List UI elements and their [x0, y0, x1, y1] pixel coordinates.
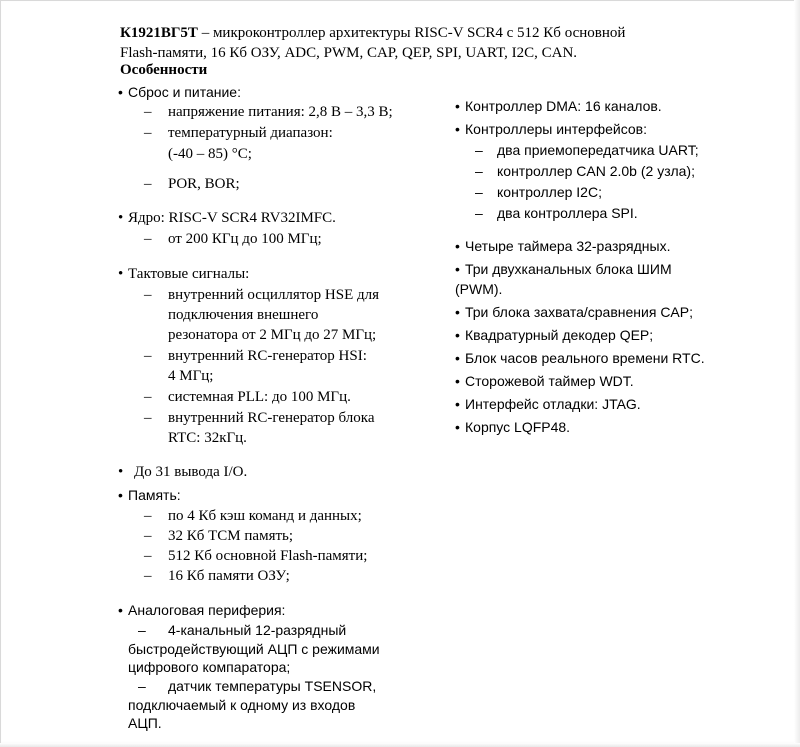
reset-item-por: – POR, BOR; [118, 174, 418, 194]
core-item-freq: – от 200 КГц до 100 МГц; [118, 229, 418, 249]
reset-item-temp: – температурный диапазон: [118, 123, 418, 143]
iface-title: • Контроллеры интерфейсов: [455, 119, 755, 139]
page-shadow-bottom [0, 743, 800, 747]
dma-controller: • Контроллер DMA: 16 каналов. [455, 96, 755, 116]
analog-adc-2: быстродействующий АЦП с режимами [128, 641, 380, 657]
memory-item-cache: – по 4 Кб кэш команд и данных; [118, 506, 418, 526]
header-line1: – микроконтроллер архитектуры RISC-V SCR4 с 512 Кб основной [197, 25, 626, 41]
clock-item-hsi-2: 4 МГц; [168, 368, 214, 384]
document-header [120, 23, 680, 63]
memory-item-flash: – 512 Кб основной Flash-памяти; [118, 546, 418, 566]
analog-adc-1: – 4-канальный 12-разрядный [118, 620, 418, 640]
analog-adc-3: цифрового компаратора; [128, 659, 291, 675]
page-shadow-right [794, 0, 800, 747]
clock-item-rtc-2: RTC: 32кГц. [168, 430, 247, 446]
iface-item-uart: – два приемопередатчика UART; [455, 140, 755, 160]
reset-item-temp-range: (-40 – 85) °С; [168, 146, 252, 162]
reset-power-title: • Сброс и питание: [118, 82, 418, 102]
debug-interface: • Интерфейс отладки: JTAG. [455, 394, 755, 414]
rtc-block: • Блок часов реального времени RTC. [455, 348, 755, 368]
chip-name: К1921ВГ5Т [120, 25, 198, 41]
clock-title: • Тактовые сигналы: [118, 264, 418, 284]
pwm-line1: • Три двухканальных блока ШИМ [455, 259, 755, 279]
clock-item-hsi-1: – внутренний RC-генератор HSI: [118, 346, 418, 366]
analog-tsensor-1: – датчик температуры TSENSOR, [118, 676, 418, 696]
clock-item-rtc-1: – внутренний RC-генератор блока [118, 408, 418, 428]
timers: • Четыре таймера 32-разрядных. [455, 236, 755, 256]
clock-item-hse-1: – внутренний осциллятор HSE для [118, 285, 418, 305]
features-heading: Особенности [120, 62, 208, 78]
header-line2: Flash-памяти, 16 Кб ОЗУ, ADC, PWM, CAP, QEP, SPI, UART, I2C, CAN. [120, 45, 578, 61]
pwm-line2: (PWM). [455, 281, 503, 297]
clock-item-pll: – системная PLL: до 100 МГц. [118, 387, 418, 407]
iface-item-can: – контроллер CAN 2.0b (2 узла); [455, 161, 755, 181]
package: • Корпус LQFP48. [455, 417, 755, 437]
io-count: • До 31 вывода I/O. [118, 462, 418, 482]
left-column [118, 82, 418, 732]
quadrature-decoder: • Квадратурный декодер QEP; [455, 325, 755, 345]
iface-item-spi: – два контроллера SPI. [455, 203, 755, 223]
analog-tsensor-3: АЦП. [128, 715, 162, 731]
analog-title: • Аналоговая периферия: [118, 600, 418, 620]
analog-tsensor-2: подключаемый к одному из входов [128, 697, 356, 713]
memory-item-ram: – 16 Кб памяти ОЗУ; [118, 566, 418, 586]
memory-item-tcm: – 32 Кб ТСМ память; [118, 526, 418, 546]
right-column [455, 96, 755, 437]
capture-compare: • Три блока захвата/сравнения CAP; [455, 302, 755, 322]
iface-item-i2c: – контроллер I2C; [455, 182, 755, 202]
watchdog-timer: • Сторожевой таймер WDT. [455, 371, 755, 391]
memory-title: • Память: [118, 485, 418, 505]
reset-item-voltage: – напряжение питания: 2,8 В – 3,3 В; [118, 102, 418, 122]
core-title: • Ядро: RISC-V SCR4 RV32IMFC. [118, 208, 418, 228]
clock-item-hse-2: подключения внешнего [168, 307, 319, 323]
clock-item-hse-3: резонатора от 2 МГц до 27 МГц; [168, 327, 377, 343]
